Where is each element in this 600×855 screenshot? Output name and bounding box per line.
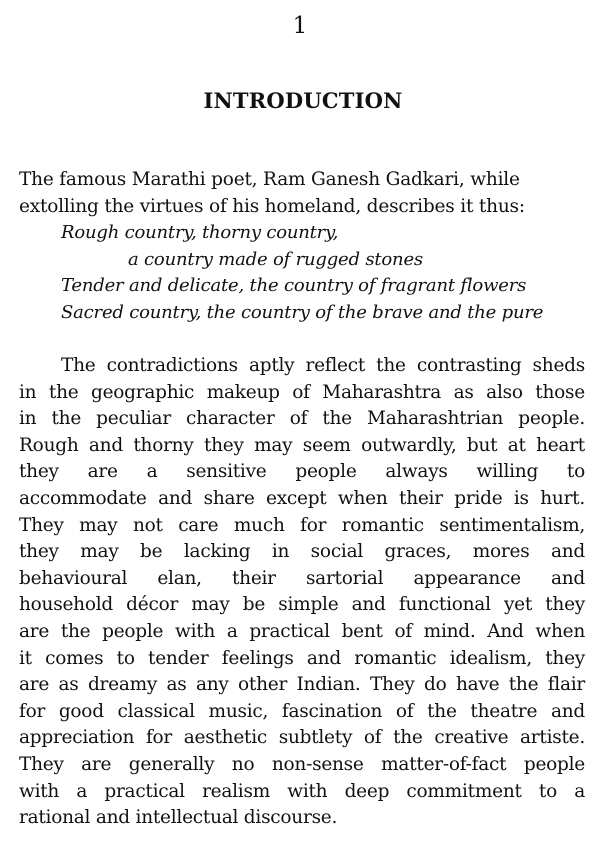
chapter-title: INTRODUCTION xyxy=(203,88,403,113)
paragraph-line: They are generally no non-sense matter-of-fact people xyxy=(19,753,585,775)
verse-line: Rough country, thorny country, xyxy=(61,222,339,243)
verse-line: a country made of rugged stones xyxy=(128,248,423,270)
poem-verse xyxy=(61,220,581,326)
paragraph-line: They may not care much for romantic sentimentalism, xyxy=(19,514,585,536)
paragraph-line: it comes to tender feelings and romantic idealism, they xyxy=(19,647,585,669)
paragraph-line: Rough and thorny they may seem outwardly, but at heart xyxy=(19,434,585,456)
verse-line: Sacred country, the country of the brave and the pure xyxy=(61,301,544,323)
paragraph-line: in the peculiar character of the Maharashtrian people. xyxy=(19,408,585,430)
body-paragraph xyxy=(19,353,585,832)
paragraph-line: are the people with a practical bent of mind. And when xyxy=(19,620,585,642)
paragraph-line: in the geographic makeup of Maharashtra as also those xyxy=(19,381,585,403)
paragraph-line: with a practical realism with deep commitment to a xyxy=(19,780,585,802)
page-number: 1 xyxy=(292,13,308,39)
opening-paragraph xyxy=(19,167,585,220)
paragraph-line: are as dreamy as any other Indian. They do have the flair xyxy=(19,674,585,696)
opening-line: extolling the virtues of his homeland, describes it thus: xyxy=(19,195,525,217)
paragraph-line: they are a sensitive people always willing to xyxy=(19,461,585,483)
verse-line: Tender and delicate, the country of fragrant flowers xyxy=(61,275,527,296)
paragraph-line: accommodate and share except when their pride is hurt. xyxy=(19,487,585,509)
opening-line: The famous Marathi poet, Ram Ganesh Gadkari, while xyxy=(19,169,520,190)
paragraph-line: for good classical music, fascination of the theatre and xyxy=(19,700,585,722)
paragraph-line: rational and intellectual discourse. xyxy=(19,807,338,829)
paragraph-line: The contradictions aptly reflect the contrasting sheds xyxy=(61,355,585,376)
paragraph-line: behavioural elan, their sartorial appearance and xyxy=(19,567,585,589)
paragraph-line: they may be lacking in social graces, mores and xyxy=(19,541,585,563)
paragraph-line: appreciation for aesthetic subtlety of the creative artiste. xyxy=(19,727,585,749)
paragraph-line: household décor may be simple and functional yet they xyxy=(19,594,585,616)
